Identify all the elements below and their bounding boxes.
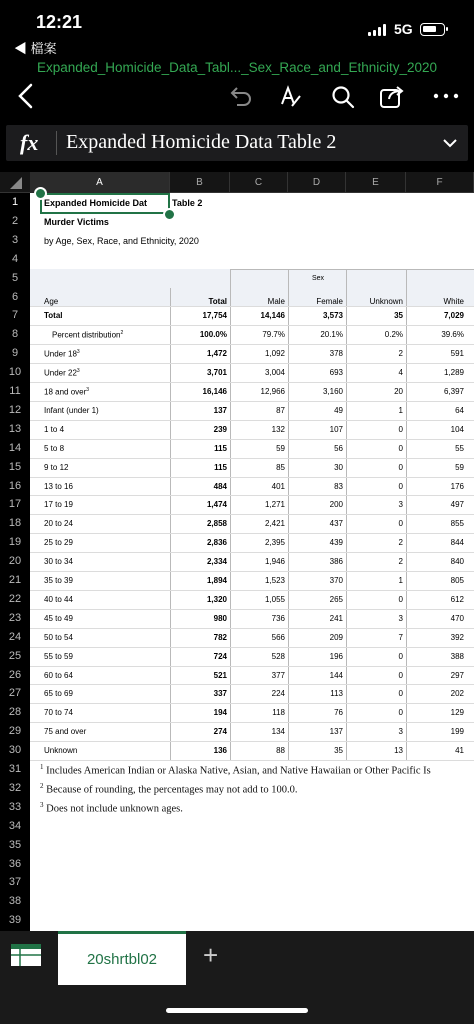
cell-total: 239 bbox=[213, 424, 227, 434]
cell-female: 196 bbox=[329, 651, 343, 661]
row-label: 17 to 19 bbox=[44, 500, 73, 510]
row-header[interactable]: 35 bbox=[8, 838, 22, 851]
row-header[interactable]: 38 bbox=[8, 895, 22, 908]
cell-unknown: 2 bbox=[398, 557, 403, 567]
select-all-corner[interactable] bbox=[0, 172, 30, 193]
row-divider bbox=[30, 458, 474, 459]
cell-total: 115 bbox=[214, 462, 227, 472]
cell-unknown: 0 bbox=[398, 689, 403, 699]
footnote-text: Does not include unknown ages. bbox=[43, 803, 183, 815]
cell-total: 724 bbox=[213, 651, 227, 661]
cell-unknown: 0.2% bbox=[384, 330, 403, 340]
cell-total: 2,858 bbox=[206, 519, 227, 529]
cell-male: 3,004 bbox=[264, 368, 285, 378]
cell-total: 137 bbox=[213, 405, 227, 415]
row-header[interactable]: 14 bbox=[8, 441, 22, 454]
cell-female: 35 bbox=[334, 746, 343, 756]
cell-unknown: 0 bbox=[398, 670, 403, 680]
cell-male: 1,055 bbox=[264, 594, 285, 604]
signal-icon bbox=[368, 24, 386, 36]
cell-male: 528 bbox=[271, 651, 285, 661]
home-indicator bbox=[166, 1008, 308, 1013]
footnote-marker: 2 bbox=[120, 330, 124, 337]
cell-white: 855 bbox=[450, 519, 464, 529]
row-divider bbox=[30, 420, 474, 421]
cell-female: 209 bbox=[329, 632, 343, 642]
row-header[interactable]: 27 bbox=[8, 687, 22, 700]
row-label: 60 to 64 bbox=[44, 670, 73, 680]
row-divider bbox=[30, 533, 474, 534]
cell-unknown: 0 bbox=[398, 462, 403, 472]
row-header[interactable]: 12 bbox=[8, 403, 22, 416]
cell-white: 591 bbox=[450, 349, 464, 359]
row-divider bbox=[30, 684, 474, 685]
cell-white: 6,397 bbox=[443, 387, 464, 396]
row-label: 65 to 69 bbox=[44, 689, 73, 699]
row-divider bbox=[30, 514, 474, 515]
cell-total: 2,836 bbox=[206, 538, 227, 548]
cell-total: 521 bbox=[213, 670, 227, 680]
row-header[interactable]: 23 bbox=[8, 611, 22, 624]
add-sheet-button[interactable]: + bbox=[203, 940, 219, 970]
cell-white: 805 bbox=[450, 576, 464, 585]
row-header[interactable]: 8 bbox=[11, 328, 19, 341]
row-header[interactable]: 32 bbox=[8, 781, 22, 794]
sheet-title-overflow: Table 2 bbox=[172, 198, 203, 208]
cell-white: 840 bbox=[450, 557, 464, 567]
row-header[interactable]: 16 bbox=[8, 479, 22, 492]
cell-white: 39.6% bbox=[441, 330, 464, 340]
fx-icon: fx bbox=[20, 130, 39, 155]
row-label: 13 to 16 bbox=[44, 481, 73, 491]
cell-unknown: 0 bbox=[398, 708, 403, 718]
row-header[interactable]: 15 bbox=[8, 460, 22, 473]
row-label: 5 to 8 bbox=[44, 443, 65, 453]
share-icon[interactable] bbox=[378, 83, 406, 111]
row-header[interactable]: 39 bbox=[8, 914, 22, 927]
cell-white: 129 bbox=[450, 708, 464, 718]
row-header[interactable]: 28 bbox=[8, 706, 22, 719]
row-label: Under $22^3$ bbox=[44, 368, 80, 378]
row-header[interactable]: 17 bbox=[8, 498, 22, 511]
cell-male: 736 bbox=[271, 613, 285, 623]
row-divider bbox=[30, 477, 474, 478]
row-divider bbox=[30, 741, 474, 742]
footnote-text: Includes American Indian or Alaska Native, Asian, and Native Hawaiian or Other Pacific Is bbox=[43, 765, 431, 777]
cell-total: 484 bbox=[213, 481, 227, 491]
row-label: 9 to 12 bbox=[44, 462, 69, 472]
row-divider bbox=[30, 609, 474, 610]
column-header-b[interactable]: B bbox=[170, 172, 230, 193]
more-options-icon[interactable] bbox=[432, 92, 460, 100]
cell-white: 55 bbox=[455, 443, 464, 453]
cell-female: 370 bbox=[329, 576, 343, 585]
row-divider bbox=[30, 382, 474, 383]
row-divider bbox=[30, 344, 474, 345]
cell-white: 104 bbox=[450, 424, 464, 434]
column-header-f[interactable]: F bbox=[406, 172, 474, 193]
cell-unknown: 0 bbox=[398, 519, 403, 529]
row-label: Total bbox=[44, 311, 63, 321]
cell-male: 132 bbox=[271, 424, 285, 434]
cell-unknown: 1 bbox=[398, 405, 403, 415]
cell-white: 41 bbox=[455, 746, 464, 756]
cell-female: 113 bbox=[330, 689, 343, 699]
cell-male: 401 bbox=[271, 481, 285, 491]
row-label: 40 to 44 bbox=[44, 594, 73, 604]
footnote-marker: 3 bbox=[86, 387, 90, 393]
row-header[interactable]: 33 bbox=[8, 800, 22, 813]
cell-female: 439 bbox=[329, 538, 343, 548]
formula-content[interactable]: Expanded Homicide Data Table 2 bbox=[66, 131, 337, 153]
chevron-down-icon[interactable] bbox=[440, 133, 460, 153]
cell-white: 388 bbox=[450, 651, 464, 661]
cell-male: 1,092 bbox=[264, 349, 285, 359]
cell-white: 59 bbox=[455, 462, 464, 472]
row-header[interactable]: 7 bbox=[11, 309, 19, 322]
cell-female: 3,160 bbox=[322, 387, 343, 396]
row-label: 55 to 59 bbox=[44, 651, 73, 661]
cell-female: 49 bbox=[334, 405, 343, 415]
cell-unknown: 0 bbox=[398, 594, 403, 604]
cell-female: 265 bbox=[329, 594, 343, 604]
selection-handle-start[interactable] bbox=[34, 187, 47, 200]
cell-male: 377 bbox=[271, 670, 285, 680]
row-label: 18 and over$^3$ bbox=[44, 387, 90, 397]
draw-pen-icon[interactable] bbox=[278, 84, 304, 110]
cell-unknown: 3 bbox=[398, 613, 403, 623]
row-header[interactable]: 22 bbox=[8, 592, 22, 605]
cell-total: 1,320 bbox=[206, 594, 227, 604]
cell-female: 144 bbox=[329, 670, 343, 680]
row-divider bbox=[30, 363, 474, 364]
search-icon[interactable] bbox=[330, 84, 356, 110]
status-time: 12:21 bbox=[36, 12, 83, 32]
row-label: 50 to 54 bbox=[44, 632, 73, 642]
row-label: 35 to 39 bbox=[44, 576, 73, 585]
cell-white: 1,289 bbox=[443, 368, 464, 378]
status-bar bbox=[0, 0, 474, 60]
cell-female: 56 bbox=[334, 443, 343, 453]
column-header-e[interactable]: E bbox=[346, 172, 406, 193]
cell-male: 1,946 bbox=[264, 557, 285, 567]
column-header-c[interactable]: C bbox=[230, 172, 288, 193]
row-header[interactable]: 36 bbox=[8, 857, 22, 870]
cell-total: 16,146 bbox=[202, 387, 227, 396]
column-header-d[interactable]: D bbox=[288, 172, 346, 193]
footnote bbox=[40, 782, 297, 796]
spreadsheet-grid[interactable] bbox=[30, 193, 474, 931]
file-title[interactable]: Expanded_Homicide_Data_Tabl..._Sex_Race_and_Ethnicity_2020 bbox=[36, 60, 438, 75]
row-header[interactable]: 18 bbox=[8, 517, 22, 530]
formula-separator bbox=[56, 131, 57, 155]
row-header[interactable]: 6 bbox=[11, 290, 19, 303]
cell-total: 2,334 bbox=[206, 557, 227, 567]
row-divider bbox=[30, 552, 474, 553]
selection-handle-end[interactable] bbox=[163, 208, 176, 221]
table-border-top bbox=[230, 269, 474, 270]
row-header[interactable]: 11 bbox=[9, 385, 21, 397]
sheet-subtitle: Murder Victims bbox=[44, 216, 109, 227]
row-label: Unknown bbox=[44, 746, 78, 756]
row-divider bbox=[30, 628, 474, 629]
row-header[interactable]: 10 bbox=[8, 366, 22, 379]
row-header[interactable]: 19 bbox=[8, 536, 22, 549]
row-header[interactable]: 1 bbox=[11, 196, 19, 208]
cell-total: 100.0% bbox=[199, 330, 227, 340]
cell-female: 107 bbox=[329, 424, 343, 434]
cell-total: 17,754 bbox=[202, 311, 227, 321]
row-header[interactable]: 26 bbox=[8, 668, 22, 681]
row-divider bbox=[30, 306, 474, 307]
cell-white: 297 bbox=[450, 670, 464, 680]
cell-unknown: 0 bbox=[398, 424, 403, 434]
row-header[interactable]: 13 bbox=[8, 422, 22, 435]
footnote-marker: 2 bbox=[40, 781, 44, 790]
cell-total: 3,701 bbox=[206, 368, 227, 378]
row-divider bbox=[30, 590, 474, 591]
cell-male: 224 bbox=[271, 689, 285, 699]
network-label: 5G bbox=[394, 21, 413, 37]
cell-selection-box[interactable] bbox=[40, 193, 170, 214]
cell-unknown: 4 bbox=[398, 368, 403, 378]
footnote-text: Because of rounding, the percentages may not add to 100.0. bbox=[43, 784, 298, 796]
footnote-marker: 3 bbox=[40, 800, 44, 809]
cell-female: 30 bbox=[334, 462, 343, 472]
cell-unknown: 0 bbox=[398, 443, 403, 453]
row-divider bbox=[30, 325, 474, 326]
cell-white: 470 bbox=[450, 613, 464, 623]
cell-white: 202 bbox=[450, 689, 464, 699]
cell-white: 612 bbox=[450, 594, 464, 604]
cell-white: 176 bbox=[450, 481, 464, 491]
row-divider bbox=[30, 703, 474, 704]
row-header[interactable]: 37 bbox=[8, 876, 22, 889]
cell-white: 497 bbox=[450, 500, 464, 510]
cell-male: 134 bbox=[271, 727, 285, 737]
header-white: White bbox=[443, 296, 464, 306]
row-header[interactable]: 5 bbox=[11, 271, 19, 284]
cell-unknown: 2 bbox=[398, 349, 403, 359]
row-header[interactable]: 25 bbox=[8, 649, 22, 662]
row-header[interactable]: 9 bbox=[11, 347, 19, 360]
row-divider bbox=[30, 495, 474, 496]
cell-male: 566 bbox=[271, 632, 285, 642]
cell-male: 2,421 bbox=[264, 519, 285, 529]
cell-female: 83 bbox=[334, 481, 343, 491]
sheets-overview-icon[interactable] bbox=[10, 943, 42, 969]
cell-female: 20.1% bbox=[320, 330, 343, 340]
row-label: 20 to 24 bbox=[44, 519, 73, 529]
sheet-title: Expanded Homicide Dat bbox=[44, 198, 148, 208]
cell-total: 115 bbox=[214, 443, 227, 453]
cell-total: 782 bbox=[213, 632, 227, 642]
row-divider bbox=[30, 401, 474, 402]
cell-female: 693 bbox=[329, 368, 343, 378]
cell-unknown: 3 bbox=[398, 500, 403, 510]
cell-male: 85 bbox=[276, 462, 285, 472]
cell-male: 79.7% bbox=[262, 330, 285, 340]
sheet-description: by Age, Sex, Race, and Ethnicity, 2020 bbox=[44, 235, 199, 246]
row-header[interactable]: 2 bbox=[11, 214, 19, 227]
row-label: 25 to 29 bbox=[44, 538, 73, 548]
row-label: Percent distribution$^2$ bbox=[52, 330, 124, 340]
toolbar bbox=[0, 78, 474, 118]
cell-unknown: 35 bbox=[394, 311, 403, 321]
battery-icon bbox=[420, 23, 445, 36]
header-total: Total bbox=[208, 296, 227, 306]
row-label: Infant (under 1) bbox=[44, 405, 99, 415]
row-divider bbox=[30, 722, 474, 723]
cell-male: 1,271 bbox=[264, 500, 285, 510]
back-to-app-link[interactable]: ◀ 檔案 bbox=[14, 41, 57, 56]
cell-female: 378 bbox=[329, 349, 343, 359]
cell-male: 2,395 bbox=[264, 538, 285, 548]
row-label: 1 to 4 bbox=[44, 424, 65, 434]
footnote-marker: 1 bbox=[40, 763, 44, 771]
cell-male: 14,146 bbox=[260, 311, 285, 321]
cell-total: 274 bbox=[213, 727, 227, 737]
cell-female: 386 bbox=[329, 557, 343, 567]
group-header-sex: Sex bbox=[311, 274, 325, 282]
cell-male: 118 bbox=[272, 708, 285, 718]
column-headers bbox=[0, 172, 474, 193]
cell-total: 136 bbox=[213, 746, 227, 756]
cell-unknown: 7 bbox=[398, 632, 403, 642]
row-header[interactable]: 30 bbox=[8, 744, 22, 757]
row-header[interactable]: 34 bbox=[8, 819, 22, 832]
footnote bbox=[40, 801, 183, 815]
cell-female: 3,573 bbox=[322, 311, 343, 321]
cell-male: 12,966 bbox=[260, 387, 285, 396]
cell-male: 88 bbox=[276, 746, 285, 756]
footnote bbox=[40, 763, 431, 777]
cell-unknown: 3 bbox=[398, 727, 403, 737]
cell-female: 137 bbox=[329, 727, 343, 737]
row-divider bbox=[30, 439, 474, 440]
row-header[interactable]: 21 bbox=[8, 574, 22, 586]
cell-white: 64 bbox=[455, 405, 464, 415]
formula-bar[interactable] bbox=[6, 125, 468, 161]
cell-female: 200 bbox=[329, 500, 343, 510]
row-header[interactable]: 24 bbox=[8, 630, 22, 643]
row-header[interactable]: 20 bbox=[8, 555, 22, 568]
row-label: 45 to 49 bbox=[44, 613, 73, 623]
cell-unknown: 0 bbox=[398, 481, 403, 491]
row-header[interactable]: 29 bbox=[8, 725, 22, 738]
header-unknown: Unknown bbox=[369, 296, 403, 306]
cell-male: 87 bbox=[276, 405, 285, 415]
cell-unknown: 20 bbox=[394, 387, 403, 396]
cell-white: 199 bbox=[450, 727, 464, 737]
row-label: Under $18^3$ bbox=[44, 349, 80, 359]
header-female: Female bbox=[316, 296, 343, 306]
row-divider bbox=[30, 666, 474, 667]
row-label: 30 to 34 bbox=[44, 557, 73, 567]
row-label: 70 to 74 bbox=[44, 708, 73, 718]
sheet-tab-active[interactable]: 20shrtbl02 bbox=[58, 931, 186, 985]
back-chevron-icon[interactable] bbox=[16, 82, 36, 110]
row-divider bbox=[30, 571, 474, 572]
cell-total: 194 bbox=[213, 708, 227, 718]
cell-white: 844 bbox=[450, 538, 464, 548]
cell-white: 392 bbox=[450, 632, 464, 642]
row-header[interactable]: 3 bbox=[11, 233, 19, 246]
cell-white: 7,029 bbox=[443, 311, 464, 321]
cell-male: 59 bbox=[276, 443, 285, 453]
cell-unknown: 13 bbox=[394, 746, 403, 756]
cell-total: 337 bbox=[213, 689, 227, 699]
header-male: Male bbox=[267, 296, 285, 306]
cell-total: 1,472 bbox=[206, 349, 227, 359]
row-divider bbox=[30, 760, 474, 761]
row-header[interactable]: 4 bbox=[11, 252, 19, 265]
cell-total: 1,474 bbox=[206, 500, 227, 510]
header-age: Age bbox=[44, 296, 59, 306]
footnote-marker: 3 bbox=[76, 368, 80, 375]
row-label: 75 and over bbox=[44, 727, 87, 737]
row-divider bbox=[30, 647, 474, 648]
row-header[interactable]: 31 bbox=[8, 763, 22, 775]
cell-female: 241 bbox=[329, 613, 343, 623]
cell-female: 76 bbox=[334, 708, 343, 718]
cell-unknown: 1 bbox=[398, 576, 403, 585]
cell-unknown: 2 bbox=[398, 538, 403, 548]
cell-total: 1,894 bbox=[206, 576, 227, 585]
row-headers bbox=[0, 193, 30, 931]
cell-unknown: 0 bbox=[398, 651, 403, 661]
cell-female: 437 bbox=[329, 519, 343, 529]
footnote-marker: 3 bbox=[76, 349, 80, 356]
cell-male: 1,523 bbox=[264, 576, 285, 585]
cell-total: 980 bbox=[213, 613, 227, 623]
column-header-a[interactable]: A bbox=[30, 172, 170, 193]
undo-icon[interactable] bbox=[228, 84, 254, 108]
